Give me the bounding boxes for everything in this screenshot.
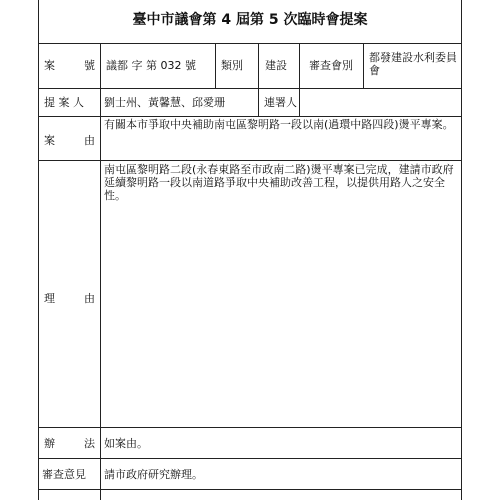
committee-value: 都發建設水利委員會 <box>369 51 457 77</box>
category-label: 類別 <box>221 59 243 72</box>
row-divider-2 <box>38 116 462 117</box>
method-value: 如案由。 <box>104 437 148 450</box>
proposer-value: 劉士州、黃馨慧、邱愛珊 <box>104 96 225 109</box>
frame-top-line <box>38 43 462 44</box>
cause-value: 有關本市爭取中央補助南屯區黎明路一段以南(過環中路四段)燙平專案。 <box>104 118 454 131</box>
case-no-label-a: 案 <box>44 59 55 72</box>
label-column-divider <box>100 43 101 500</box>
reason-label-b: 由 <box>84 292 95 305</box>
category-value: 建設 <box>265 59 287 72</box>
page-title: 臺中市議會第 4 屆第 5 次臨時會提案 <box>132 12 368 28</box>
method-label-a: 辦 <box>44 437 55 450</box>
committee-label: 審查會別 <box>309 59 353 72</box>
cosigner-label: 連署人 <box>264 96 297 109</box>
row-divider-3 <box>38 160 462 161</box>
cause-label-b: 由 <box>84 134 95 147</box>
case-no-divider-2 <box>258 43 259 117</box>
method-label-b: 法 <box>84 437 95 450</box>
case-no-divider-3 <box>299 43 300 117</box>
row-divider-4 <box>38 427 462 428</box>
review-label: 審查意見 <box>42 468 86 481</box>
case-no-label-b: 號 <box>84 59 95 72</box>
cause-label-a: 案 <box>44 134 55 147</box>
case-no-divider-1 <box>215 43 216 89</box>
row-divider-1 <box>38 88 462 89</box>
frame-right <box>461 0 462 500</box>
reason-label-a: 理 <box>44 292 55 305</box>
reason-value: 南屯區黎明路二段(永春東路至市政南二路)燙平專案已完成，建請市政府延續黎明路一段以南道路爭取中央補助改善工程，以提供用路人之安全性。 <box>104 163 454 202</box>
review-value: 請市政府研究辦理。 <box>104 468 203 481</box>
case-no-value: 議都 字 第 032 號 <box>106 59 196 72</box>
row-divider-5 <box>38 458 462 459</box>
frame-left <box>38 0 39 500</box>
row-divider-6 <box>38 489 462 490</box>
proposer-label: 提 案 人 <box>44 96 84 109</box>
case-no-divider-4 <box>363 43 364 89</box>
